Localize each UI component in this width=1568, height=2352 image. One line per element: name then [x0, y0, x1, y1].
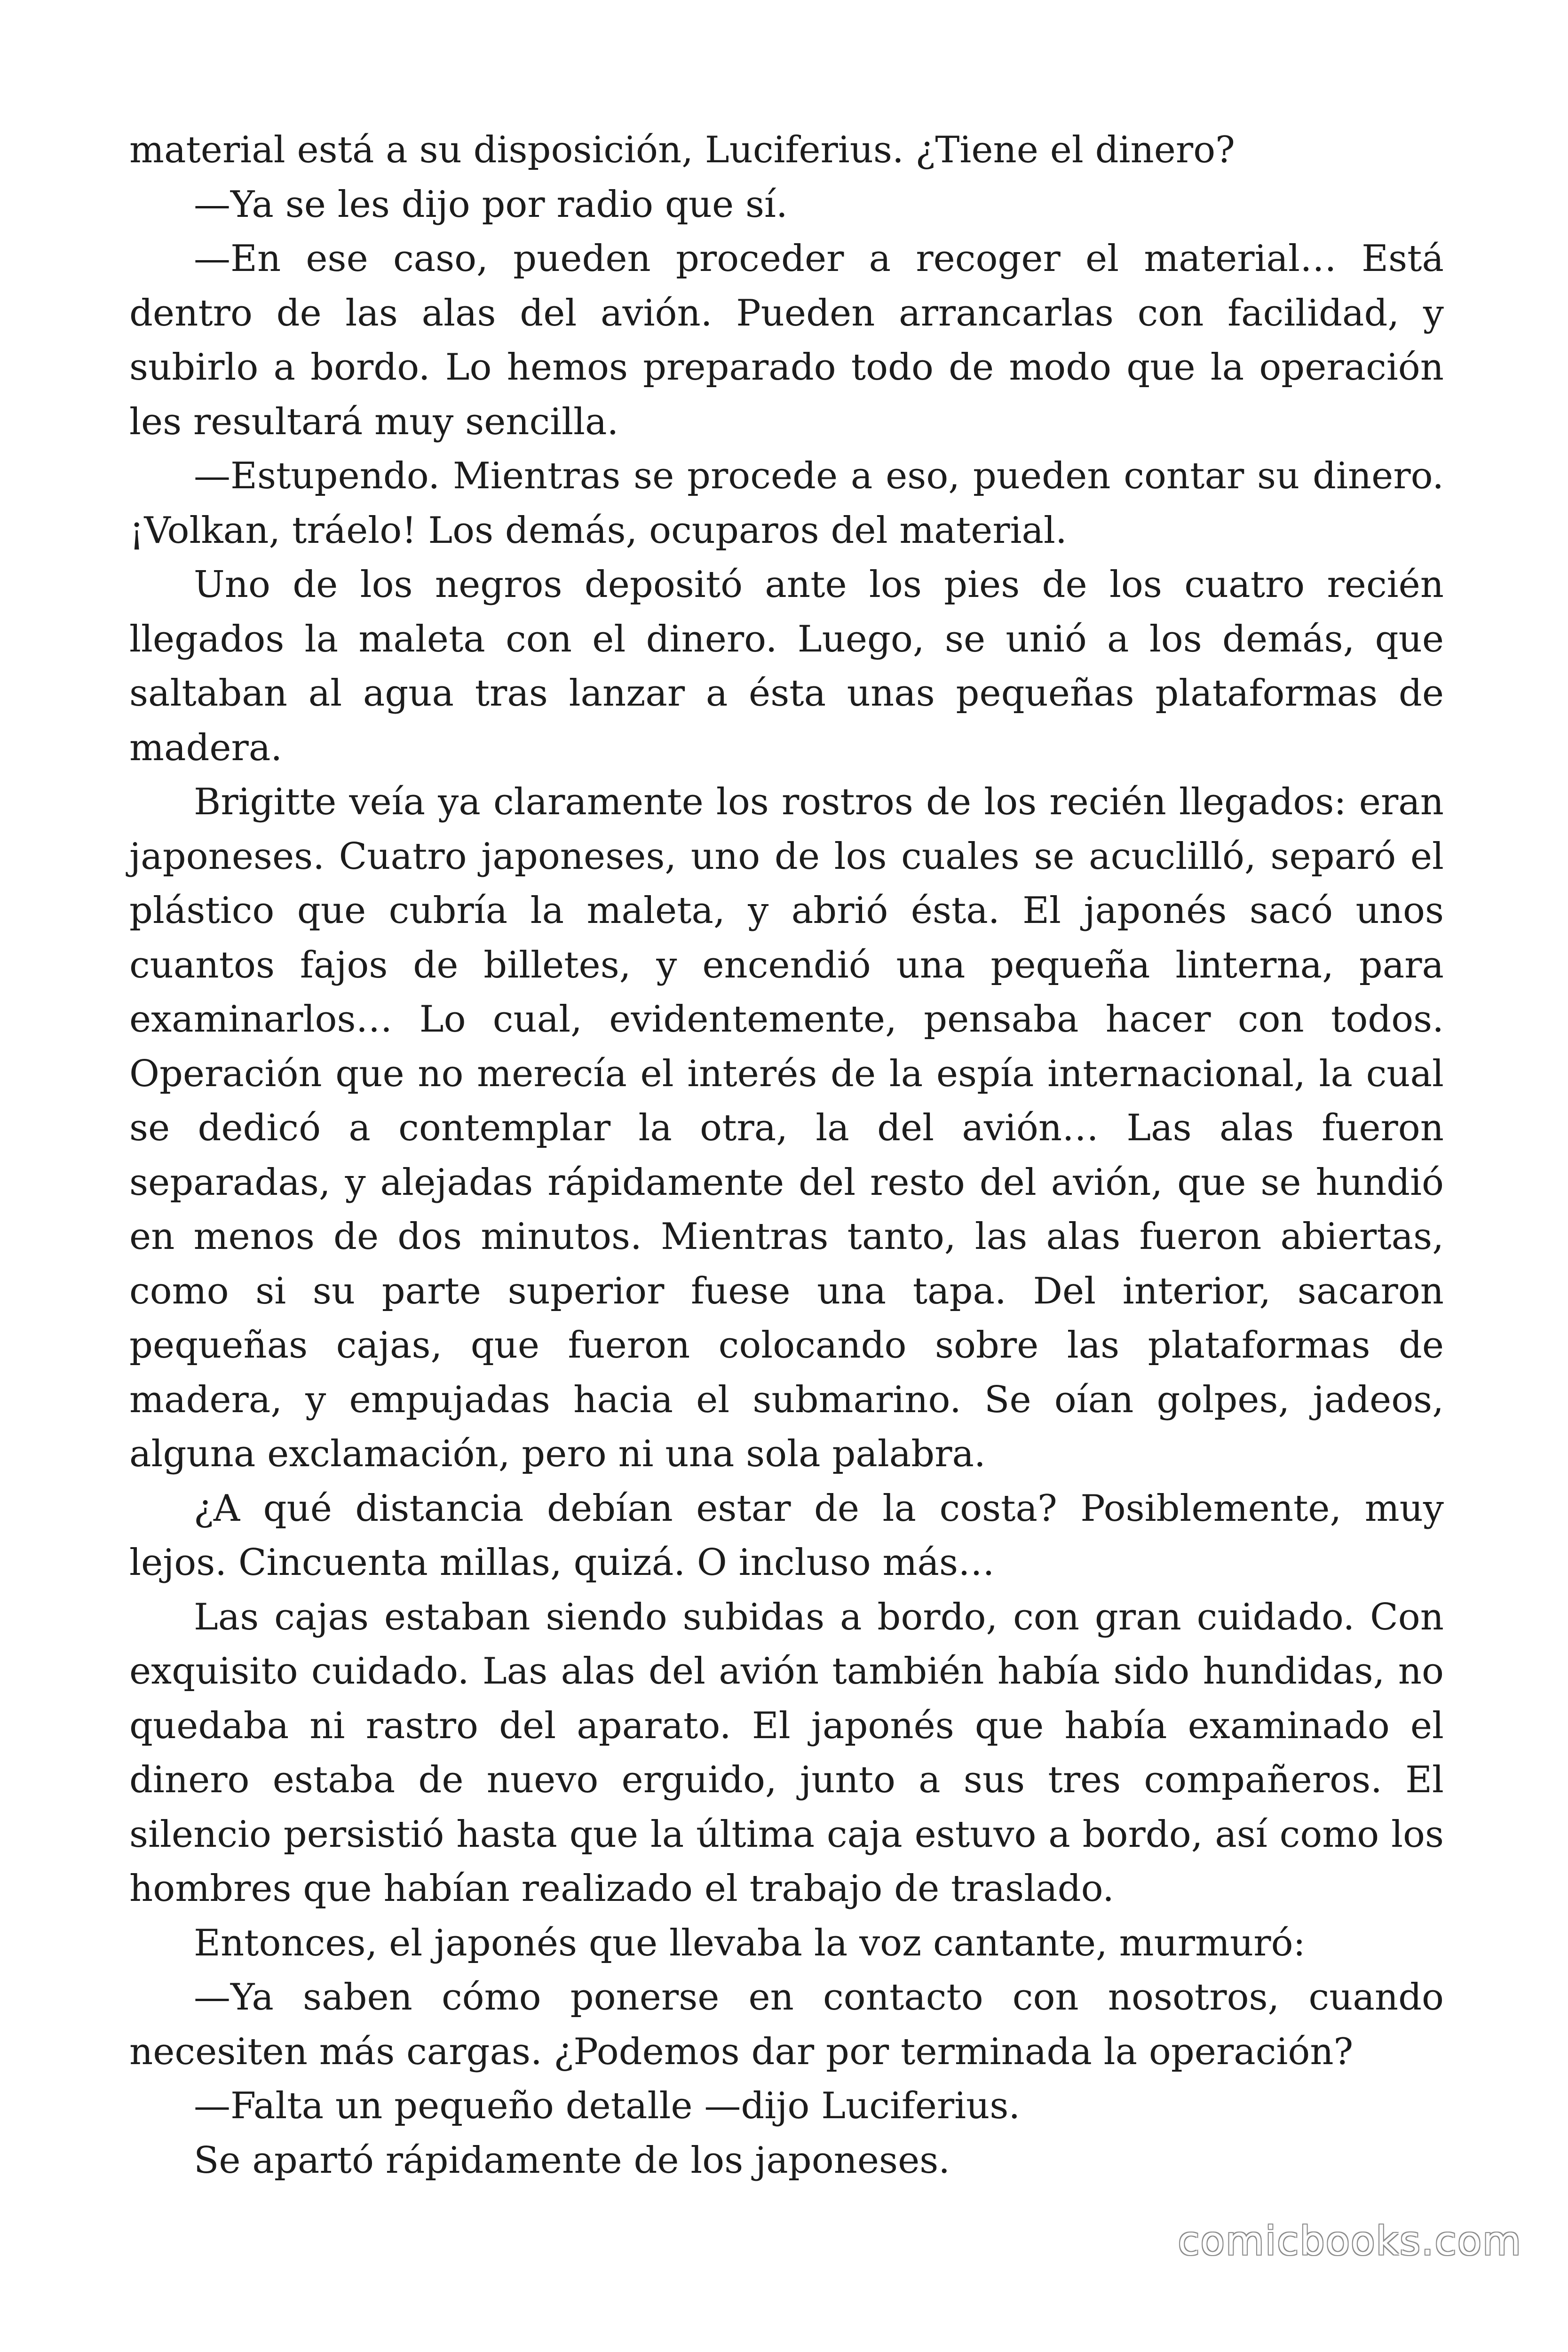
paragraph: Las cajas estaban siendo subidas a bordo, con gran cuidado. Con exquisito cuidado. Las alas del avión también había sido hundidas, no quedaba ni rastro del aparato. El japonés que había examinado el dinero estaba de nuevo erguido, junto a sus tres compañeros. El silencio persistió hasta que la última caja estuvo a bordo, así como los hombres que habían realizado el trabajo de traslado.	[129, 1596, 1444, 1910]
book-page-text	[129, 123, 1444, 2188]
paragraph: material está a su disposición, Luciferius. ¿Tiene el dinero?	[129, 129, 1235, 171]
paragraph: —Falta un pequeño detalle —dijo Luciferius.	[194, 2085, 1021, 2127]
paragraph: —Estupendo. Mientras se procede a eso, pueden contar su dinero. ¡Volkan, tráelo! Los demás, ocuparos del material.	[129, 455, 1444, 552]
watermark: comicbooks.com	[1178, 2218, 1522, 2264]
paragraph: ¿A qué distancia debían estar de la costa? Posiblemente, muy lejos. Cincuenta millas, quizá. O incluso más…	[129, 1487, 1444, 1584]
paragraph: —Ya se les dijo por radio que sí.	[194, 183, 788, 226]
paragraph: —En ese caso, pueden proceder a recoger el material… Está dentro de las alas del avión. Pueden arrancarlas con facilidad, y subirlo a bordo. Lo hemos preparado todo de modo que la operación les resultará muy sencilla.	[129, 238, 1444, 443]
paragraph: Se apartó rápidamente de los japoneses.	[194, 2139, 950, 2182]
paragraph: Entonces, el japonés que llevaba la voz cantante, murmuró:	[194, 1922, 1306, 1964]
paragraph: Uno de los negros depositó ante los pies de los cuatro recién llegados la maleta con el dinero. Luego, se unió a los demás, que saltaban al agua tras lanzar a ésta unas pequeñas plataformas de madera.	[129, 564, 1444, 769]
paragraph: Brigitte veía ya claramente los rostros de los recién llegados: eran japoneses. Cuatro japoneses, uno de los cuales se acuclilló, separó el plástico que cubría la maleta, y abrió ésta. El japonés sacó unos cuantos fajos de billetes, y encendió una pequeña linterna, para examinarlos… Lo cual, evidentemente, pensaba hacer con todos. Operación que no merecía el interés de la espía internacional, la cual se dedicó a contemplar la otra, la del avión… Las alas fueron separadas, y alejadas rápidamente del resto del avión, que se hundió en menos de dos minutos. Mientras tanto, las alas fueron abiertas, como si su parte superior fuese una tapa. Del interior, sacaron pequeñas cajas, que fueron colocando sobre las plataformas de madera, y empujadas hacia el submarino. Se oían golpes, jadeos, alguna exclamación, pero ni una sola palabra.	[129, 781, 1444, 1475]
paragraph: —Ya saben cómo ponerse en contacto con nosotros, cuando necesiten más cargas. ¿Podemos dar por terminada la operación?	[129, 1976, 1444, 2073]
